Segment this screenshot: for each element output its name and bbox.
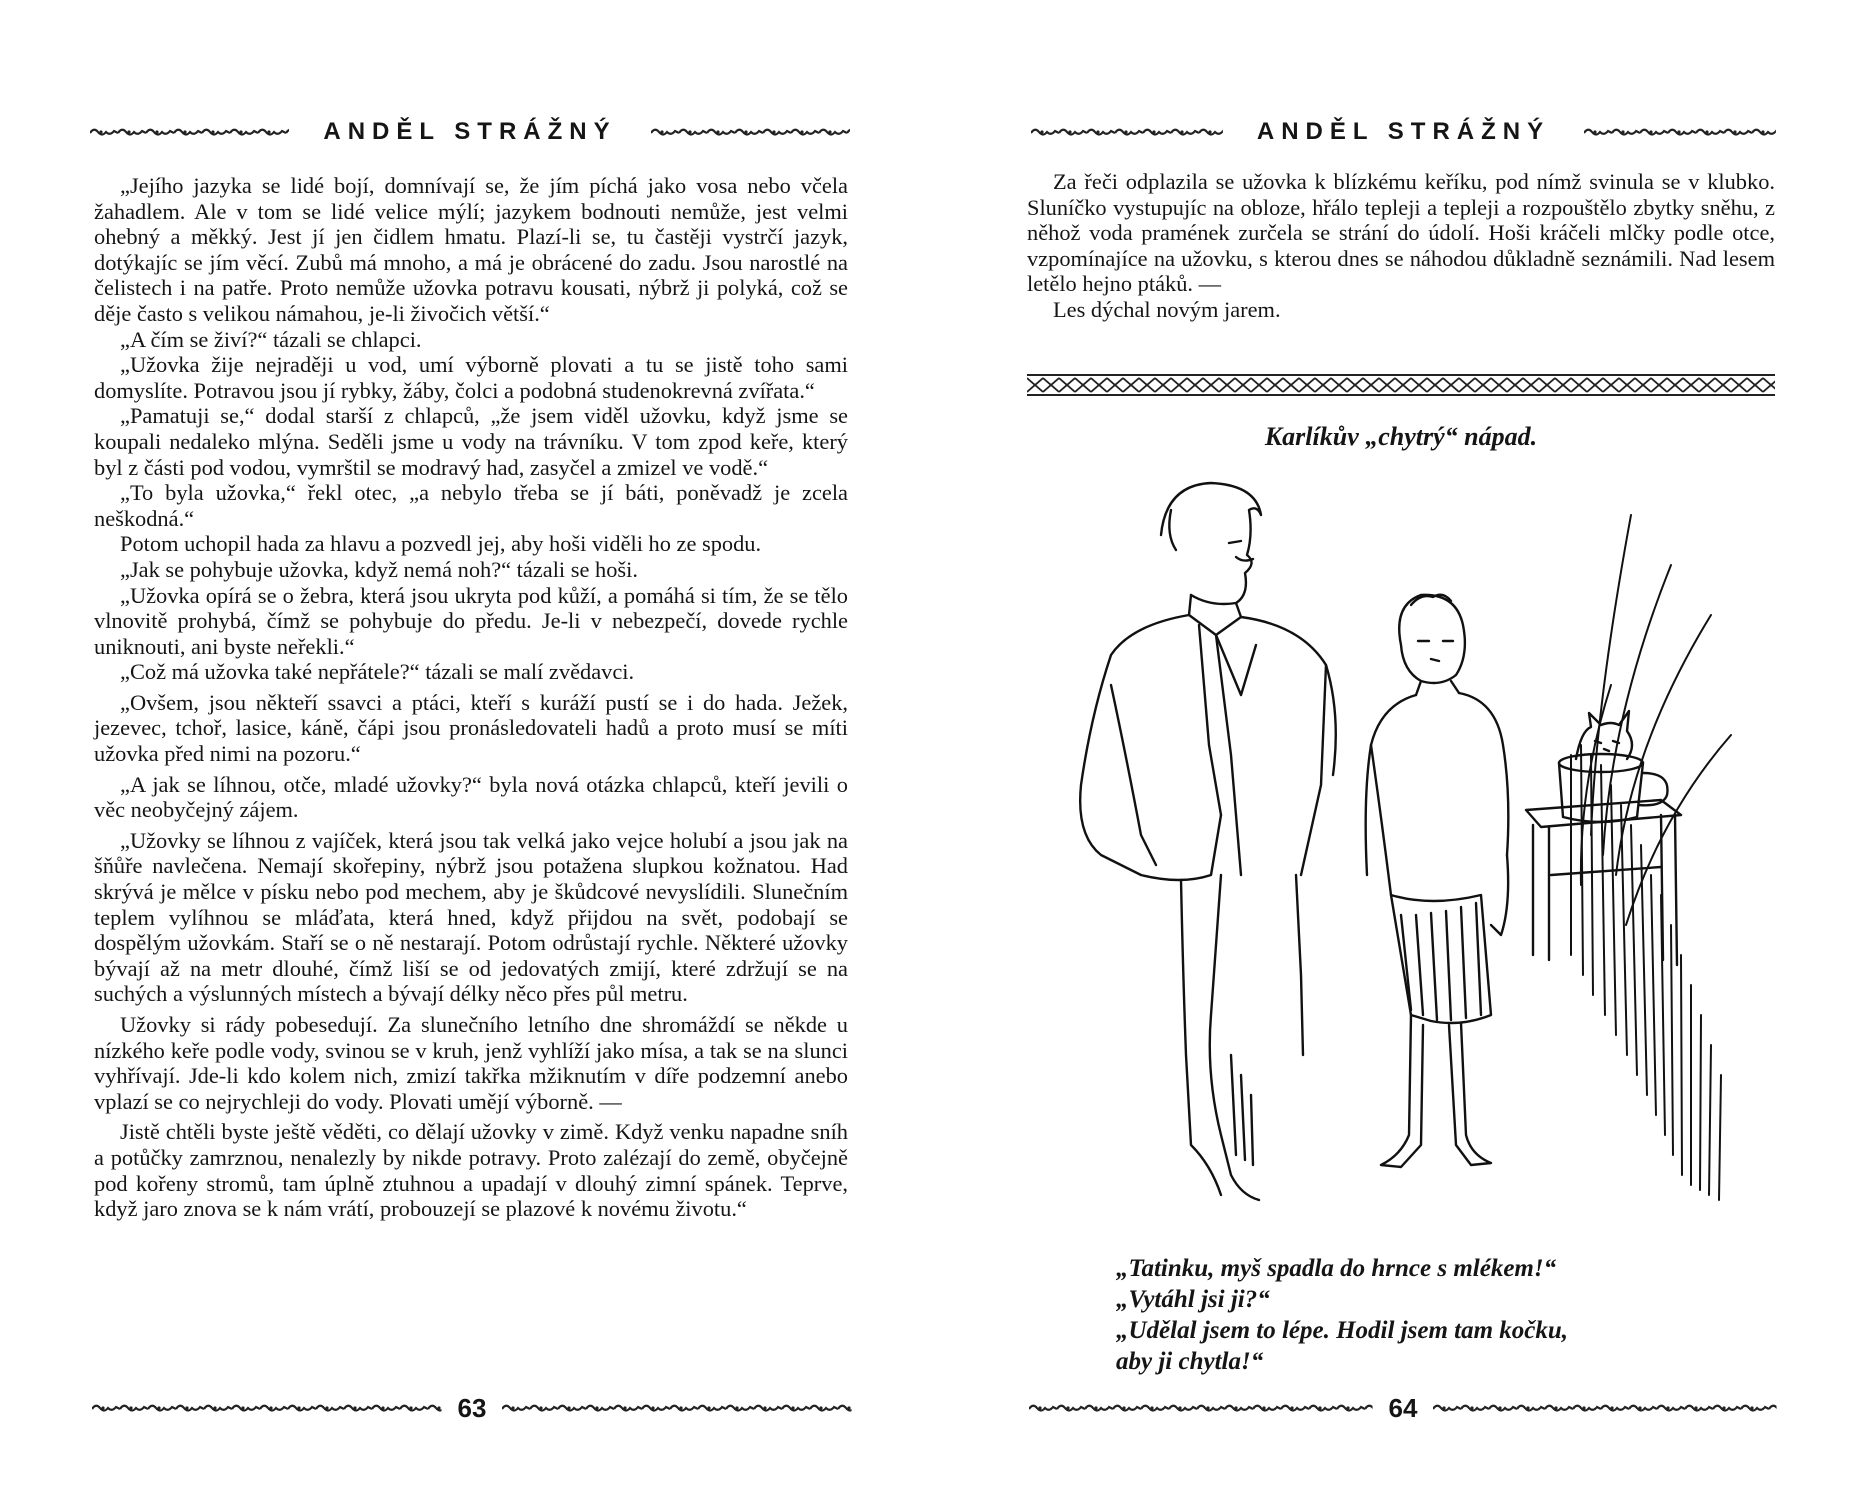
page-footer bbox=[92, 1388, 852, 1428]
page-number: 64 bbox=[1388, 1392, 1418, 1423]
paragraph: „Což má užovka také nepřátele?“ tázali se malí zvědavci. bbox=[120, 659, 635, 685]
ornament-rule bbox=[1029, 1401, 1373, 1415]
running-head-title: ANDĚL STRÁŽNÝ bbox=[323, 118, 617, 145]
page-number: 63 bbox=[457, 1392, 487, 1423]
body-text bbox=[94, 173, 848, 1222]
paragraph: „Ovšem, jsou někteří ssavci a ptáci, kteří s kuráží pustí se i do hada. Ježek, jezevec, tchoř, lasice, káně, čápi jsou pronásledovateli hadů a proto musí se míti užovka před nimi na pozoru.“ bbox=[94, 689, 848, 767]
paragraph: Potom uchopil hada za hlavu a pozvedl jej, aby hoši viděli ho ze spodu. bbox=[120, 531, 762, 557]
caption-line: aby ji chytla!“ bbox=[1116, 1348, 1264, 1375]
paragraph: Užovky si rády pobesedují. Za slunečního letního dne shromáždí se někde u nízkého keře podle vody, svinou se v kruh, jenž vyhlíží jako mísa, a tak se na slunci vyhřívají. Jde-li kdo kolem nich, zmizí takřka mžiknutím v díře podzemní anebo vplazí se co nejrychleji do vody. Plovati umějí výborně. — bbox=[94, 1012, 848, 1114]
ornament-rule bbox=[1584, 125, 1776, 139]
ornament-rule bbox=[651, 125, 850, 139]
ornament-rule bbox=[92, 1401, 442, 1415]
paragraph: „Pamatuji se,“ dodal starší z chlapců, „že jsem viděl užovku, když jsme se koupali nedaleko mlýna. Seděli jsme u vody na trávníku. V tom zpod keře, který byl z části pod vodou, vymrštil se modravý had, zasyčel a zmizel ve vodě.“ bbox=[94, 403, 848, 480]
cartoon-title: Karlíkův „chytrý“ nápad. bbox=[1264, 422, 1538, 451]
reeds-drawing bbox=[1571, 515, 1731, 1200]
cartoon-illustration bbox=[1071, 455, 1741, 1215]
page-footer bbox=[1029, 1388, 1777, 1428]
paragraph: „Jak se pohybuje užovka, když nemá noh?“ tázali se hoši. bbox=[120, 556, 638, 582]
paragraph: „Užovky se líhnou z vajíček, která jsou tak velká jako vejce holubí a jsou jak na šňůře navlečena. Nemají skořepiny, nýbrž jsou potažena slupkou kožnatou. Had skrývá je mělce v písku nebo pod mechem, aby je škůdcové nevyslídili. Slunečním teplem vylíhnou se mláďata, která hned, když přijdou na svět, podobají se dospělým užovkám. Staří se o ně nestarají. Potom odrůstají rychle. Některé užovky bývají až na metr dlouhé, čímž liší se od jedovatých zmijí, které zdržují se na suchých a výslunných místech a bývají délky něco přes půl metru. bbox=[94, 827, 848, 1007]
running-head-title: ANDĚL STRÁŽNÝ bbox=[1256, 118, 1551, 145]
paragraph: „Užovka opírá se o žebra, která jsou ukryta pod kůží, a pomáhá si tím, že se tělo vlnovitě prohybá, čímž se pohybuje do předu. Je-li v nebezpečí, dovede rychle uniknouti, ani byste neřekli.“ bbox=[94, 582, 848, 659]
paragraph: „A jak se líhnou, otče, mladé užovky?“ byla nová otázka chlapců, kteří jevili o věc neobyčejný zájem. bbox=[94, 771, 848, 823]
ornament-rule bbox=[502, 1401, 852, 1415]
running-head bbox=[90, 112, 850, 152]
paragraph: „To byla užovka,“ řekl otec, „a nebylo třeba se jí báti, poněvadž je zcela neškodná.“ bbox=[94, 480, 848, 531]
paragraph: Za řeči odplazila se užovka k blízkému keříku, pod nímž svinula se v klubko. Sluníčko vystupujíc na obloze, hřálo tepleji a tepleji a rozpouštělo zbytky sněhu, z něhož voda pramének zurčela se strání do údolí. Hoši kráčeli mlčky podle otce, vzpomínajíce na užovku, s kterou dnes se náhodou důkladně seznámili. Nad lesem letělo hejno ptáků. — bbox=[1027, 169, 1775, 297]
paragraph: „Jejího jazyka se lidé bojí, domnívají se, že jím píchá jako vosa nebo včela žahadlem. Ale v tom se lidé velice mýlí; jazykem bodnouti nemůže, jest velmi ohebný a měkký. Jest jí jen čidlem hmatu. Plazí-li se, tu častěji vystrčí jazyk, dotýkajíc se jím věcí. Zubů má mnoho, a má je obrácené do zadu. Jsou narostlé na čelistech i na patře. Proto nemůže užovka potravu kousati, nýbrž ji polyká, což se děje často s velikou námahou, je-li živočich větší.“ bbox=[94, 173, 848, 326]
boy-drawing bbox=[1366, 595, 1509, 1167]
running-head bbox=[1031, 112, 1776, 152]
ornament-rule bbox=[90, 125, 289, 139]
father-drawing bbox=[1080, 483, 1336, 1200]
paragraph: „Užovka žije nejraději u vod, umí výborně plovati a tu se jistě toho sami domyslíte. Potravou jsou jí rybky, žáby, čolci a podobná studenokrevná zvířata.“ bbox=[94, 352, 848, 403]
right-page bbox=[931, 0, 1862, 1500]
paragraph: Les dýchal novým jarem. bbox=[1053, 296, 1281, 322]
paragraph: Jistě chtěli byste ještě věděti, co dělají užovky v zimě. Když venku napadne sníh a potůčky zamrznou, nenalezly by nikde potravy. Proto zalézají do země, obyčejně pod kořeny stromů, tam úplně ztuhnou a upadají v dlouhý zimní spánek. Teprve, když jaro znova se k nám vrátí, probouzejí se plazové k novému životu.“ bbox=[94, 1119, 848, 1222]
caption-line: „Tatinku, myš spadla do hrnce s mlékem!“ bbox=[1116, 1255, 1557, 1282]
ornament-rule bbox=[1433, 1401, 1777, 1415]
ornamental-divider bbox=[1027, 374, 1775, 396]
caption-line: „Udělal jsem to lépe. Hodil jsem tam kočku, bbox=[1116, 1317, 1569, 1344]
caption-line: „Vytáhl jsi ji?“ bbox=[1116, 1286, 1270, 1313]
ornament-rule bbox=[1031, 125, 1223, 139]
body-text bbox=[1027, 169, 1775, 323]
paragraph: „A čím se živí?“ tázali se chlapci. bbox=[120, 326, 422, 352]
